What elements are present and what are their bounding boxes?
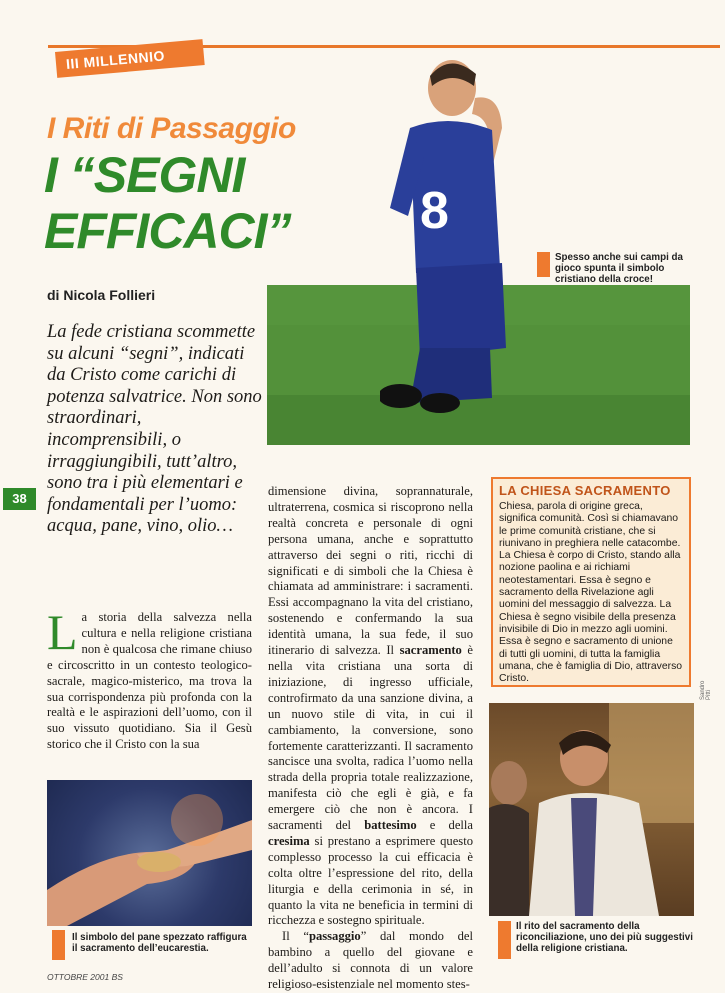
caption-accent-bar — [498, 921, 511, 959]
soccer-photo-caption: Spesso anche sui campi da gioco spunta il simbolo cristiano della croce! — [555, 252, 683, 285]
page-footer: OTTOBRE 2001 BS — [47, 972, 123, 982]
photo-credit: Sandro Pitti — [700, 680, 712, 700]
bread-hands-photo — [47, 780, 252, 926]
kneeling-player-image — [380, 58, 530, 418]
kicker: I Riti di Passaggio — [47, 112, 296, 145]
body-column-1 — [47, 604, 252, 753]
reconciliation-photo — [489, 703, 694, 916]
term-sacramento: sacramento — [399, 643, 462, 658]
term-battesimo: battesimo — [364, 818, 417, 833]
term-cresima: cresima — [268, 833, 310, 848]
page-number: 38 — [3, 488, 36, 510]
section-tab: III MILLENNIO — [55, 39, 205, 78]
headline-line-1: I “SEGNI — [44, 147, 245, 203]
body-paragraph: Il “passaggio” dal mondo del bambino a quello del giovane e dell’adulto si connota di un valore religioso-esistenziale nel momento stes- — [268, 929, 474, 992]
body-column-2 — [268, 484, 473, 993]
sidebar-box — [491, 477, 691, 687]
term-passaggio: passaggio — [308, 929, 361, 944]
sidebar-text: Chiesa, parola di origine greca, significa comunità. Così si chiamavano le prime comunità cristiane, che si riunivano in preghiera nelle catacombe. La Chiesa è corpo di Cristo, stando alla nozione paolina e ai richiami neotestamentari. Essa è segno e sacramento della Rivelazione agli uomini del messaggio di salvezza. La Chiesa è segno visibile della presenza invisibile di Dio in mezzo agli uomini. Essa è segno e sacramento di unione di tutti gli uomini, di tutta la famiglia umana, che è famiglia di Dio, attraverso Cristo. — [499, 501, 683, 685]
lede-paragraph: La fede cristiana scommette su alcuni “segni”, indicati da Cristo come carichi di potenza salvatrice. Non sono straordinari, incomprensibili, o irraggiungibili, tutt’altro, sono tra i più elementari e fondamentali per l’uomo: acqua, pane, vino, olio… — [47, 322, 262, 537]
body-paragraph: dimensione divina, soprannaturale, ultraterrena, cosmica si riscoprono nella realtà concreta e personale di ogni persona umana, anche e soprattutto attraverso dei segni o riti, ricchi di significati e di simboli che la Chiesa è chiamata ad amministrare: i sacramenti. Essi accompagnano la vita del cristiano, sostenendo e confermando la sua identità umana, la sua fede, il suo itinerario di salvezza. Il sacramento è nella vita cristiana una sorta di iniziazione, di ingresso ufficiale, controfirmato da una sanzione divina, a un nuovo stile di vita, in cui il cambiamento, la conversione, sono fortemente caratterizzanti. Il sacramento sancisce una svolta, radica l’uomo nella strada della propria totale realizzazione, manifesta ciò che egli è già, e fa emergere ciò che non è ancora. I sacramenti del battesimo e della cresima si prestano a esprimere questo complesso processo la cui efficacia è colta oltre l’espressione del rito, della liturgia e della cerimonia in sé, in quanto la vita ne beneficia in termini di ricchezza e sostegno spirituale. — [268, 484, 473, 928]
headline — [44, 147, 291, 259]
drop-cap: L — [47, 604, 78, 660]
caption-accent-bar — [52, 930, 65, 960]
jersey-number: 8 — [420, 182, 449, 240]
bread-photo-caption: Il simbolo del pane spezzato raffigura il sacramento dell’eucarestia. — [72, 932, 247, 954]
body-column-1-text: a storia della salvezza nella cultura e nella religione cristiana non è qualcosa che rimane chiuso e circoscritto in un contesto teologico-sacrale, magico-misterico, ma trova la sua corrispondenza più profonda con la realtà e le aspirazioni dell’uomo, con il suo vissuto quotidiano. Sia il Gesù storico che il Cristo con la sua — [47, 610, 252, 752]
caption-accent-bar — [537, 252, 550, 277]
sidebar-title: LA CHIESA SACRAMENTO — [499, 483, 671, 498]
reconciliation-photo-caption: Il rito del sacramento della riconciliazione, uno dei più suggestivi della religione cristiana. — [516, 921, 693, 954]
headline-line-2: EFFICACI” — [44, 203, 291, 259]
byline: di Nicola Follieri — [47, 287, 156, 303]
